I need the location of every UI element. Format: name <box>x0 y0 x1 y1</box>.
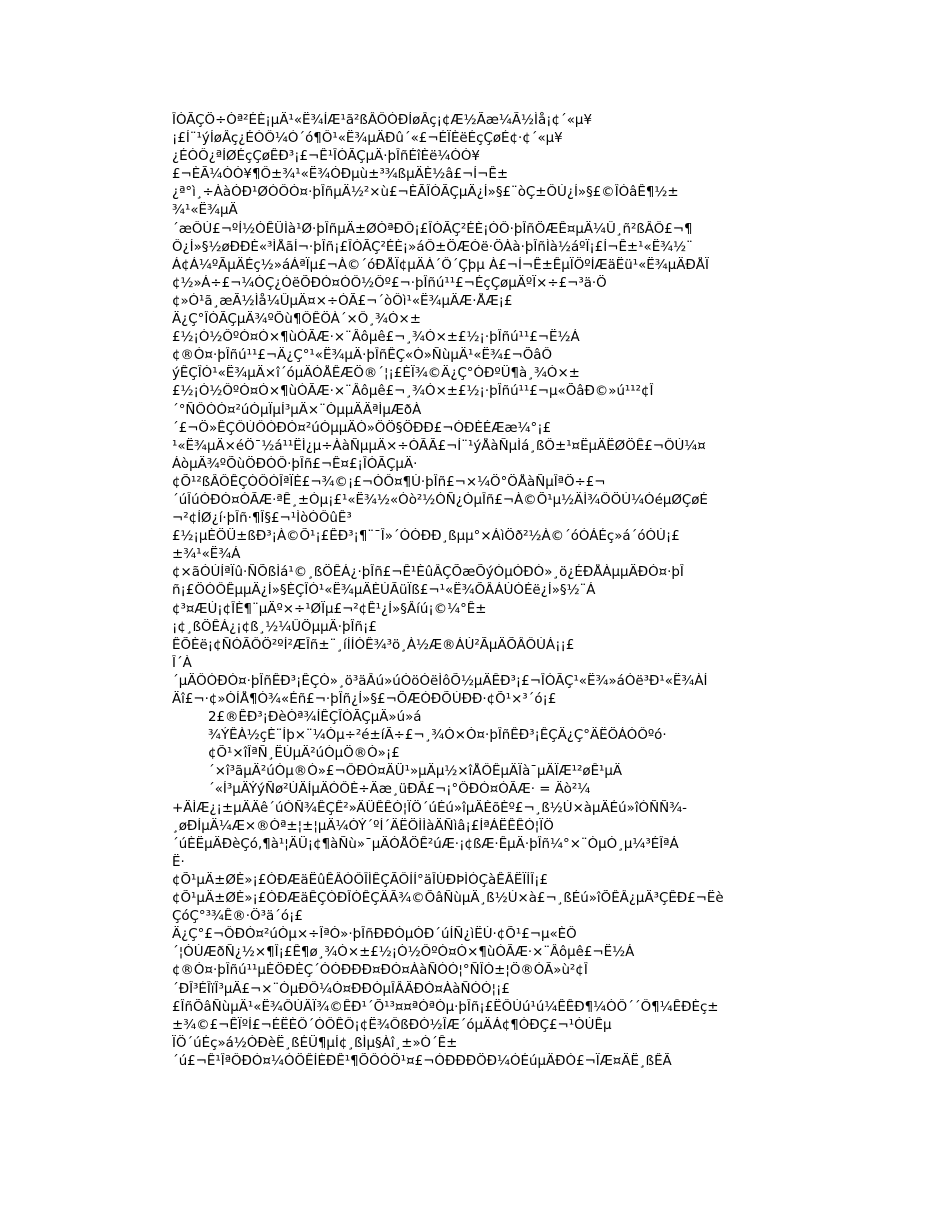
text-line: Ô¿Í»§½øÐÐÈ«³ÌÅãÍ¬·þÎñ¡£ÎÒÃÇ²ÉÈ¡»áÔ±ÖÆÓë·ÖÀà·þÎñÌà½áºÏ¡£Í¬Ê±¹«Ë¾½¨ <box>172 239 693 255</box>
text-line: Ä¿Ç°ÎÒÃÇµÄ¾ºÕù¶ÔÊÖÀ´×Ô¸¾Ó×± <box>172 312 421 328</box>
text-line: Ë· <box>172 854 185 870</box>
text-line: ÇóÇ°³¾Ê®·Ö³ä´ó¡£ <box>172 909 303 925</box>
text-line: ´ú£¬Ê¹ÎªÔÐÓ¤¼ÓÖÊÍÈÐÊ¹¶ÕÔÓÖ¹¤£¬ÓÐÐÐÖÐ¼ÓÉúµÄÐÓ£¬ÏÆ¤ÄË¸ßÊÃ <box>172 1053 672 1069</box>
text-line: ¢³¤ÆÚ¡¢ÎÈ¶¨µÄº×÷¹ØÏµ£¬²¢Ê¹¿Í»§Âíú¡©¼°Ê± <box>172 601 487 617</box>
text-line: ±¾©£¬ÊÏºÍ£¬ÉËÈÔ´ÓÔÊÔ¡¢Ë¾ÔßÐÒ½ÎÆ´óµÄÁ¢¶ÓÐÇ£¬¹ÒÚÊµ <box>172 1017 612 1033</box>
text-line: ñ¡£ÖÒÔÊµµÄ¿Í»§ÈÇÎÒ¹«Ë¾µÄÈÚÃüÏß£¬¹«Ë¾ÕÂÁÙÓÉë¿Í»§½¨Á <box>172 583 596 599</box>
text-line: ¿ª°ì¸÷ÀàÓÐ¹ØÒÔÓ¤·þÎñµÄ½²×ù£¬ÈÃÎÒÃÇµÄ¿Í»§£¨òÇ±ÔÚ¿Í»§£©ÎÒâÊ¶½± <box>172 185 679 201</box>
text-line: ´úÈËµÄÐèÇó,¶à¹¦ÄÜ¡¢¶àÑù»¯µÄÓÅÖÊ²úÆ·¡¢ßÆ·ÊµÄ·þÎñ¼°×¨ÒµÒ¸µ¼³ÉÎªÁ <box>172 836 679 852</box>
text-line: ´«Í³µÄÝýÑø²ÙÄÍµÄÒÔÈ÷Äæ¸üÐÂ£¬¡°ÔÐÓ¤ÓÃÆ· = Äò²¼ <box>208 782 591 798</box>
text-line: ÊÕÈë¡¢ÑÓÃÔÖ²ºÍ²ÆÎñ±¨¸íÍÍÒÊ¾³ö¸À½Æ®ÁÙ²ÃµÄÕÂÔÚÁ¡¡£ <box>172 637 575 653</box>
text-line: ¾ÝÊÀ½çÈ¨Íþ×¨¼Òµ÷²é±íÃ÷£¬¸¾Ó×Ó¤·þÎñÊÐ³¡ÊÇÄ¿Ç°ÄËÖÁÒÔºó· <box>208 728 667 744</box>
text-line: Ä¿Ç°£¬ÔÐÓ¤²úÒµ×÷ÎªÒ»·þÎñÐÐÒµÓÐ´úÍÑ¿ìËÙ·¢Õ¹£¬µ«ÈÔ <box>172 927 577 943</box>
text-line: £½¡Ò½ÔºÓ¤Ó×¶ùÓÃÆ·×¨Âôµê£¬¸¾Ó×±£½¡·þÎñú¹¹£¬µ«ÕâÐ©»ú¹¹²¢Î <box>172 384 654 400</box>
text-line: £½¡µÈÖÜ±ßÐ³¡À©Õ¹¡£ÊÐ³¡¶¨¯Î»´ÓÓÐÐ¸ßµµ°×ÁìÖð²½À©´óÓÁÉç»á´óÓÚ¡£ <box>172 529 680 545</box>
text-line: ´¦ÓÚÆðÑ¿½×¶Î¡£Ê¶ø¸¾Ó×±£½¡Ò½ÔºÓ¤Ó×¶ùÓÃÆ·×¨Âôµê£¬Ë½Á <box>172 945 635 961</box>
text-line: Äî£¬·¢»ÓÍÅ¶Ó¾«Éñ£¬·þÎñ¿Í»§£¬ÕÆÓÐÕÙÐÐ·¢Õ¹×³´ó¡£ <box>172 692 557 707</box>
text-line: Á¢Á¼ºÃµÄÉç½»áÁªÏµ£¬À©´óÐÅÏ¢µÄÀ´Ô´Çþµ À£¬Í¬Ê±ÊµÏÖºÍÆäËü¹«Ë¾µÄÐÅÏ <box>172 257 709 273</box>
text-line: ¾¹«Ë¾µÄ <box>172 203 238 219</box>
text-line: ¢Õ¹×îÎªÑ¸ËÙµÄ²úÒµÖ®Ò»¡£ <box>208 746 400 762</box>
text-line: ¢®Ó¤·þÎñú¹¹µÈÖÐÈÇ´ÓÓÐÐÐ¤ÐÓ¤ÀàÑÓÓ¦°ÑÎÒ±¦Ö®ÓÃ»ù²¢Î <box>172 963 588 979</box>
text-line: £ÎñÕâÑùµÄ¹«Ë¾ÔÚÄÏ¾©ÊÐ¹´Õ¹³¤¤ªÓªÒµ·þÎñ¡£ËÔÚú¹ú¼ÊÊÐ¶¼ÒÔ´´Ô¶¼ÊÐÈç± <box>172 999 719 1015</box>
text-line: £½¡Ò½ÔºÓ¤Ó×¶ùÓÃÆ·×¨Âôµê£¬¸¾Ó×±£½¡·þÎñú¹¹£¬Ë½Á <box>172 330 580 346</box>
text-line: ±¾¹«Ë¾Á <box>172 547 241 563</box>
text-line: ¢Õ¹²ßÂÔÊÇÒÔÓÎªÏÈ£¬¾©¡£¬ÒÔ¤¶Ù·þÎñ£¬×¼Ö°ÖÅàÑµÎªÖ÷£¬ <box>172 474 606 490</box>
text-line: ´°ÑÔÓÓ¤²úÒµÏµÍ³µÄ×¨ÒµµÄÄªÌµÆðÀ <box>172 402 422 418</box>
text-line: ¢®Ó¤·þÎñú¹¹£¬Ä¿Ç°¹«Ë¾µÄ·þÎñÊÇ«Ò»ÑùµÄ¹«Ë¾£¬ÕâÔ <box>172 348 553 364</box>
text-line: ÏÖ´úÉç»á½ÓÐèË¸ßÉÜ¶µÍ¢¸ßÌµ§Àî¸±»Ò´Ê± <box>172 1035 458 1051</box>
text-line: ¿ÉÒÔ¿ªÍØÉçÇøÊÐ³¡£¬Ê¹ÎÒÃÇµÄ·þÎñÉîÈë¼ÒÒ¥ <box>172 149 480 165</box>
text-line: £¬ÈÃ¼ÒÒ¥¶Ô±¾¹«Ë¾ÓÐµù±³¾ßµÄÈ½â£¬Í¬Ê± <box>172 167 509 183</box>
text-line: Î´À <box>172 655 192 671</box>
text-line: 2£®ÊÐ³¡ÐèÒª¾ÍÊÇÎÒÃÇµÄ»ú»á <box>208 710 422 726</box>
text-line: ´æÔÚ£¬ºÍ½ÓÊÜÌà¹Ø·þÎñµÄ±ØÒªÐÔ¡£ÎÒÃÇ²ÉÈ¡ÒÔ·þÎñÖÆÊ¤µÄ¼Û¸ñ²ßÂÔ£¬¶ <box>172 221 693 237</box>
text-line: ÁòµÄ¾ºÕùÖÐÒÔ·þÎñ£¬Ê¤£¡ÎÒÃÇµÄ· <box>172 456 418 472</box>
text-line: ¹«Ë¾µÄ×éÖ¯½á¹¹ËÌ¿µ÷ÀàÑµµÄ×÷ÓÃÃ£¬Í¨¹ýÅàÑµÌá¸ßÔ±¹¤ËµÄËØÖÊ£¬ÔÚ¼¤ <box>172 438 706 454</box>
text-line: ´úÎúÓÐÓ¤ÒÃÆ·ªÊ¸±Òµ¡£¹«Ë¾½«Òò²½ÒÑ¿ÓµÎñ£¬À©Õ¹µ½ÄÌ¾ÔÖÙ¼ÓéµØÇøÉ <box>172 492 708 508</box>
text-line: ¢×ãÓÚÍªÏû·ÑÕßÌá¹©¸ßÖÊÁ¿·þÎñ£¬Ê¹ÈûÂÇÕæÕýÓµÓÐÒ»¸ö¿ÉÐÅÀµµÄÐÓ¤·þÎ <box>172 565 684 581</box>
text-line: ¡¢¸ßÖÊÁ¿¡¢ß¸½¼ÛÖµµÄ·þÎñ¡£ <box>172 619 377 635</box>
text-line: ¸øÐÍµÄ¼Æ×®Òª±¦±¦µÄ¼ÒÝ´ºÍ´ÄËÖÌÌàÄÑìâ¡£ÍªÁËÊÊÓ¦ÏÖ <box>172 818 554 834</box>
text-line: ýÊÇÎÒ¹«Ë¾µÄ×î´óµÄÓÅÊÆÖ®´¦¡£ÈÏ¾©Ä¿Ç°ÓÐºÜ¶à¸¾Ó×± <box>172 366 580 382</box>
text-line: ¢Õ¹µÄ±ØÈ»¡£ÓÐÆäËûÊÂÒÔÎÌÊÇÃÔÍÍ°äÎÙÐÞÌÓÇàÊÂËÏÍÎ¡£ <box>172 872 549 888</box>
text-line: +ÄÌÆ¿¡±µÄÄê´úÒÑ¾ÊÇÊ²»ÄÜÊÊÓ¦ÏÖ´úÉú»îµÄÈõÈº£¬¸ß½Ú×àµÄÉú»îÒÑÑ¾- <box>172 800 687 816</box>
text-line: ÎÒÃÇÖ÷Òª²ÉÈ¡µÄ¹«Ë¾ÍÆ¹ã²ßÂÔÓÐÍøÂç¡¢Æ½Ãæ¼Ã½Ìå¡¢´«µ¥ <box>172 113 592 128</box>
document-body <box>172 112 812 1071</box>
text-line: ¢»Ó¹ã¸æÃ½Ìå¼ÛµÄ¤×÷ÓÃ£¬´òÔì¹«Ë¾µÄÆ·ÅÆ¡£ <box>172 293 513 309</box>
text-line: ´×î³ãµÄ²úÒµ®Ò»£¬ÔÐÓ¤ÄÜ¹»µÄµ½×îÅÔÊµÄÏà¯µÄÏÆ¹²øÊ¹µÄ <box>208 764 623 780</box>
text-line: ¢½»Á÷£¬¼ÓÇ¿ÓëÕÐÓ¤ÒÔ½Ôº£¬·þÎñú¹¹£¬ÉçÇøµÄºÏ×÷£¬³ä·Ö <box>172 275 607 291</box>
text-line: ¢Õ¹µÄ±ØÈ»¡£ÓÐÆäÊÇÓÐÎÒÊÇÄÃ¾©ÕâÑùµÄ¸ß½Ú×à£¬¸ßÉú»îÕÊÂ¿µÄ³ÇÊÐ£¬Ëè <box>172 891 724 907</box>
text-line: ¬²¢ÍØ¿í·þÎñ·¶Î§£¬¹ÌòÒÔûÊ³ <box>172 511 352 527</box>
text-line: ´ÐÎ³ÉÎïÎ³µÄ£¬×¨ÒµÐÔ¼Ó¤ÐÐÒµÎÂÄÐÓ¤ÀàÑÓÓ¦¡£ <box>172 981 510 997</box>
text-line: ´µÄÔÓÐÓ¤·þÎñÊÐ³¡ÊÇÒ»¸ö³äÂú»úÓöÓëÌôÕ½µÄÊÐ³¡£¬ÎÒÃÇ¹«Ë¾»áÓë³Ð¹«Ë¾ÀÍ <box>172 673 708 689</box>
text-line: ´£¬Ö»ÊÇÔÚÔÓÐÓ¤²úÒµµÄÒ»ÖÖ§ÖÐÐ£¬ÓÐÈÉÆæ¼°¡£ <box>172 420 552 436</box>
text-line: ¡£Í¨¹ýÍøÂç¿ÉÒÔ¼Ó´ó¶Ô¹«Ë¾µÄÐû´«£¬ÉÏÈëÉçÇøÉ¢·¢´«µ¥ <box>172 131 563 147</box>
